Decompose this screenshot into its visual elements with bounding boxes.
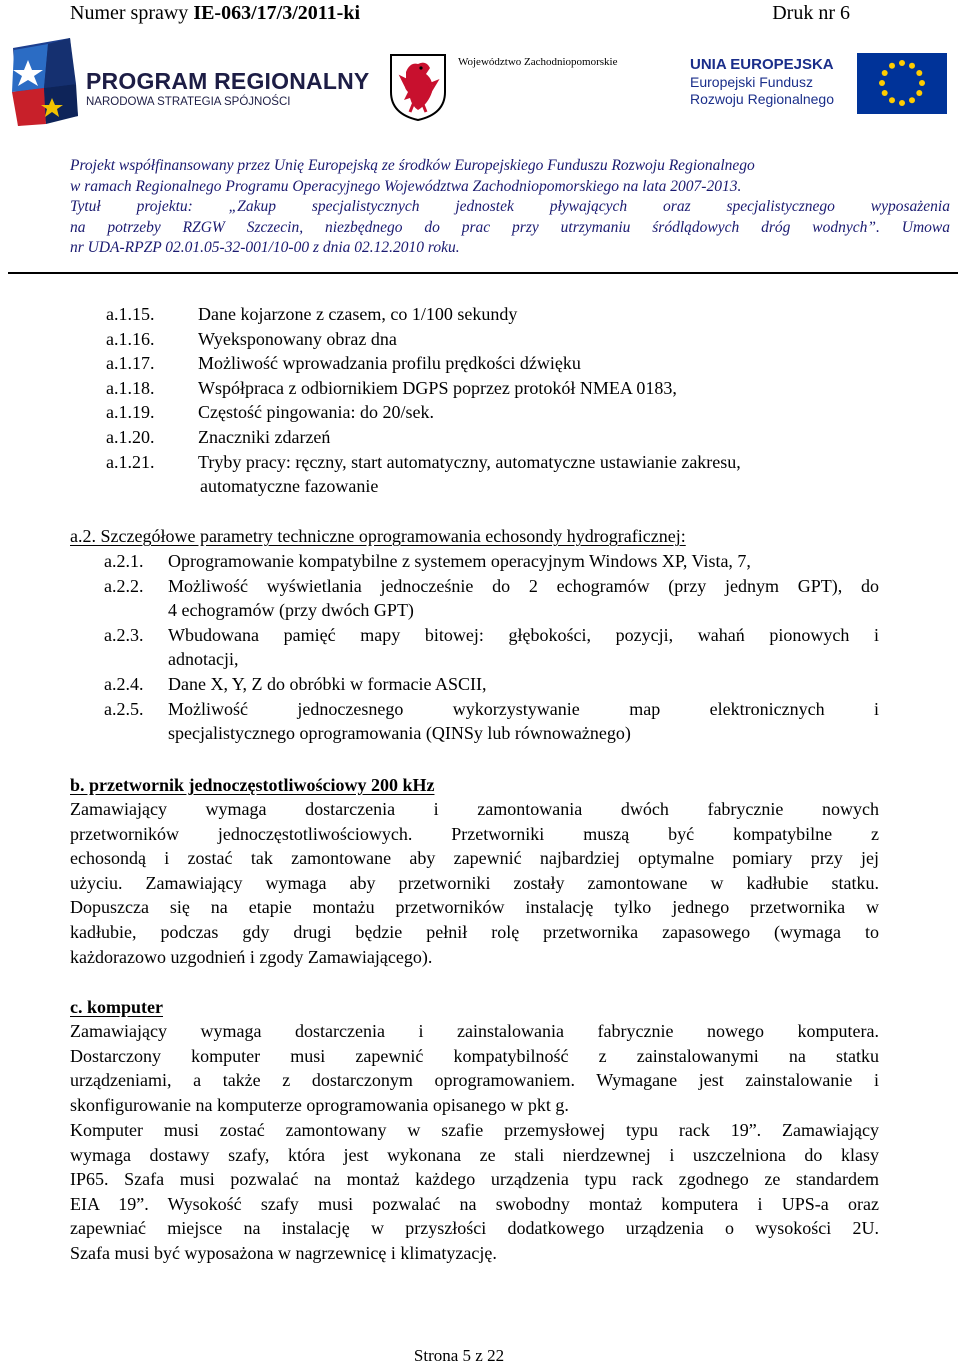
eu-label bbox=[690, 56, 834, 108]
program-subtitle: NARODOWA STRATEGIA SPÓJNOŚCI bbox=[86, 96, 291, 108]
paragraph-line: Zamawiający wymaga dostarczenia i zainstalowania fabrycznie nowego komputera. bbox=[70, 1021, 879, 1041]
item-text-continuation: specjalistycznego oprogramowania (QINSy lub równoważnego) bbox=[168, 723, 631, 744]
section-c-paragraph-1 bbox=[70, 1019, 879, 1117]
paragraph-line: każdorazowo uzgodnień i zgody Zamawiającego). bbox=[70, 946, 433, 967]
item-number: a.2.1. bbox=[104, 551, 144, 571]
item-text: Znaczniki zdarzeń bbox=[198, 427, 331, 447]
item-text: Możliwość jednoczesnego wykorzystywanie map elektronicznych i bbox=[168, 698, 879, 719]
paragraph-line: echosondą i zostać tak zamontowane aby zapewnić najbardziej optymalne pomiary przy jej bbox=[70, 848, 879, 869]
section-c-paragraph-2 bbox=[70, 1118, 879, 1266]
section-b-paragraph bbox=[70, 797, 879, 969]
project-info-line2: w ramach Regionalnego Programu Operacyjnego Województwa Zachodniopomorskiego na lata 2007-2013. bbox=[70, 177, 742, 195]
eu-flag-icon bbox=[857, 53, 947, 114]
item-text: automatyczne fazowanie bbox=[200, 476, 379, 497]
project-info-line1: Projekt współfinansowany przez Unię Europejską ze środków Europejskiego Funduszu Rozwoju Regionalnego bbox=[70, 157, 755, 174]
program-regionalny-emblem-icon bbox=[8, 38, 88, 128]
project-info-line4: na potrzeby RZGW Szczecin, niezbędnego do prac przy utrzymaniu śródlądowych dróg wodnych”. Umowa bbox=[70, 218, 950, 236]
section-a2-heading: a.2. Szczegółowe parametry techniczne oprogramowania echosondy hydrograficznej: bbox=[70, 526, 686, 546]
item-number: a.1.18. bbox=[106, 377, 155, 398]
paragraph-line: zapewniać miejsce na instalację w przyszłości dodatkowego urządzenia o wysokości 2U. bbox=[70, 1218, 879, 1239]
item-text-continuation: adnotacji, bbox=[168, 649, 239, 670]
paragraph-line: kadłubie, podczas gdy drugi będzie pełnił rolę przetwornika zapasowego (wymaga to bbox=[70, 921, 879, 942]
eu-flag bbox=[857, 53, 947, 114]
item-text: Dane kojarzone z czasem, co 1/100 sekundy bbox=[198, 304, 518, 324]
project-info-line3: Tytuł projektu: „Zakup specjalistycznych jednostek pływających oraz specjalistycznego wyposażenia bbox=[70, 198, 950, 215]
project-info bbox=[70, 156, 950, 259]
paragraph-line: Szafa musi być wyposażona w nagrzewnicę i klimatyzację. bbox=[70, 1242, 497, 1263]
item-number: a.1.19. bbox=[106, 402, 155, 423]
item-text: Wyeksponowany obraz dna bbox=[198, 328, 397, 349]
case-number: IE-063/17/3/2011-ki bbox=[193, 2, 361, 24]
section-b-heading: b. przetwornik jednoczęstotliwościowy 200 kHz bbox=[70, 775, 435, 795]
eu-fund-line1: Europejski Fundusz bbox=[690, 74, 813, 90]
voivodeship-coat-of-arms bbox=[388, 52, 448, 122]
item-number: a.1.15. bbox=[106, 304, 155, 324]
item-text: Możliwość wprowadzania profilu prędkości dźwięku bbox=[198, 353, 581, 374]
page-number: Strona 5 z 22 bbox=[413, 1346, 505, 1365]
item-text: Oprogramowanie kompatybilne z systemem operacyjnym Windows XP, Vista, 7, bbox=[168, 551, 751, 571]
item-number: a.2.5. bbox=[104, 698, 144, 719]
section-c-heading: c. komputer bbox=[70, 997, 163, 1017]
item-text-continuation: 4 echogramów (przy dwóch GPT) bbox=[168, 600, 414, 621]
print-number: Druk nr 6 bbox=[772, 2, 850, 24]
item-text: Częstość pingowania: do 20/sek. bbox=[198, 402, 434, 423]
case-prefix: Numer sprawy bbox=[70, 2, 189, 24]
case-number-line bbox=[70, 0, 360, 26]
item-text: Wbudowana pamięć mapy bitowej: głębokości, pozycji, wahań pionowych i bbox=[168, 624, 879, 645]
item-number: a.1.17. bbox=[106, 353, 155, 374]
paragraph-line: Zamawiający wymaga dostarczenia i zamontowania dwóch fabrycznie nowych bbox=[70, 799, 879, 819]
paragraph-line: EIA 19”. Wysokość szafy musi pozwalać na swobodny montaż komputera i UPS-a oraz bbox=[70, 1193, 879, 1214]
item-text: Tryby pracy: ręczny, start automatyczny, automatyczne ustawianie zakresu, bbox=[198, 451, 741, 472]
voivodeship-label: Województwo Zachodniopomorskie bbox=[458, 56, 618, 68]
griffin-coat-of-arms-icon bbox=[388, 52, 448, 122]
paragraph-line: urządzeniami, a także z dostarczonym oprogramowaniem. Wymagane jest zainstalowanie i bbox=[70, 1070, 879, 1091]
paragraph-line: użyciu. Zamawiający wymaga aby przetworniki zostały zamontowane w kadłubie statku. bbox=[70, 872, 879, 893]
item-number: a.1.16. bbox=[106, 328, 155, 349]
item-number: a.2.2. bbox=[104, 575, 144, 596]
paragraph-line: Dostarczony komputer musi zapewnić kompatybilność z zainstalowanymi na statku bbox=[70, 1045, 879, 1066]
paragraph-line: przetworników jednoczęstotliwościowych. Przetworniki muszą być kompatybilne z bbox=[70, 823, 879, 844]
eu-fund-line2: Rozwoju Regionalnego bbox=[690, 91, 834, 107]
item-number: a.2.3. bbox=[104, 624, 144, 645]
item-number: a.1.20. bbox=[106, 427, 155, 447]
eu-title: UNIA EUROPEJSKA bbox=[690, 56, 834, 73]
paragraph-line: Komputer musi zostać zamontowany w szafie przemysłowej typu rack 19”. Zamawiający bbox=[70, 1120, 879, 1140]
paragraph-line: IP65. Szafa musi pozwalać na montaż każdego urządzenia typu rack zgodnego ze standardem bbox=[70, 1169, 879, 1190]
item-text: Dane X, Y, Z do obróbki w formacie ASCII, bbox=[168, 674, 487, 694]
item-text: Możliwość wyświetlania jednocześnie do 2 echogramów (przy jednym GPT), do bbox=[168, 575, 879, 596]
item-number: a.1.21. bbox=[106, 451, 155, 472]
program-title: PROGRAM REGIONALNY bbox=[86, 68, 370, 94]
paragraph-line: Dopuszcza się na etapie montażu przetworników instalację tylko jednego przetwornika w bbox=[70, 897, 879, 918]
header-divider bbox=[8, 272, 958, 274]
item-text: Współpraca z odbiornikiem DGPS poprzez protokół NMEA 0183, bbox=[198, 377, 677, 398]
list-a2 bbox=[0, 549, 960, 749]
item-number: a.2.4. bbox=[104, 674, 144, 694]
paragraph-line: wymaga dostawy szafy, która jest wykonana ze stali nierdzewnej i uszczelniona do klasy bbox=[70, 1144, 879, 1165]
paragraph-line: skonfigurowanie na komputerze oprogramowania opisanego w pkt g. bbox=[70, 1094, 569, 1115]
program-regionalny-logo bbox=[8, 38, 370, 128]
project-info-line5: nr UDA-RPZP 02.01.05-32-001/10-00 z dnia 02.12.2010 roku. bbox=[70, 239, 460, 256]
